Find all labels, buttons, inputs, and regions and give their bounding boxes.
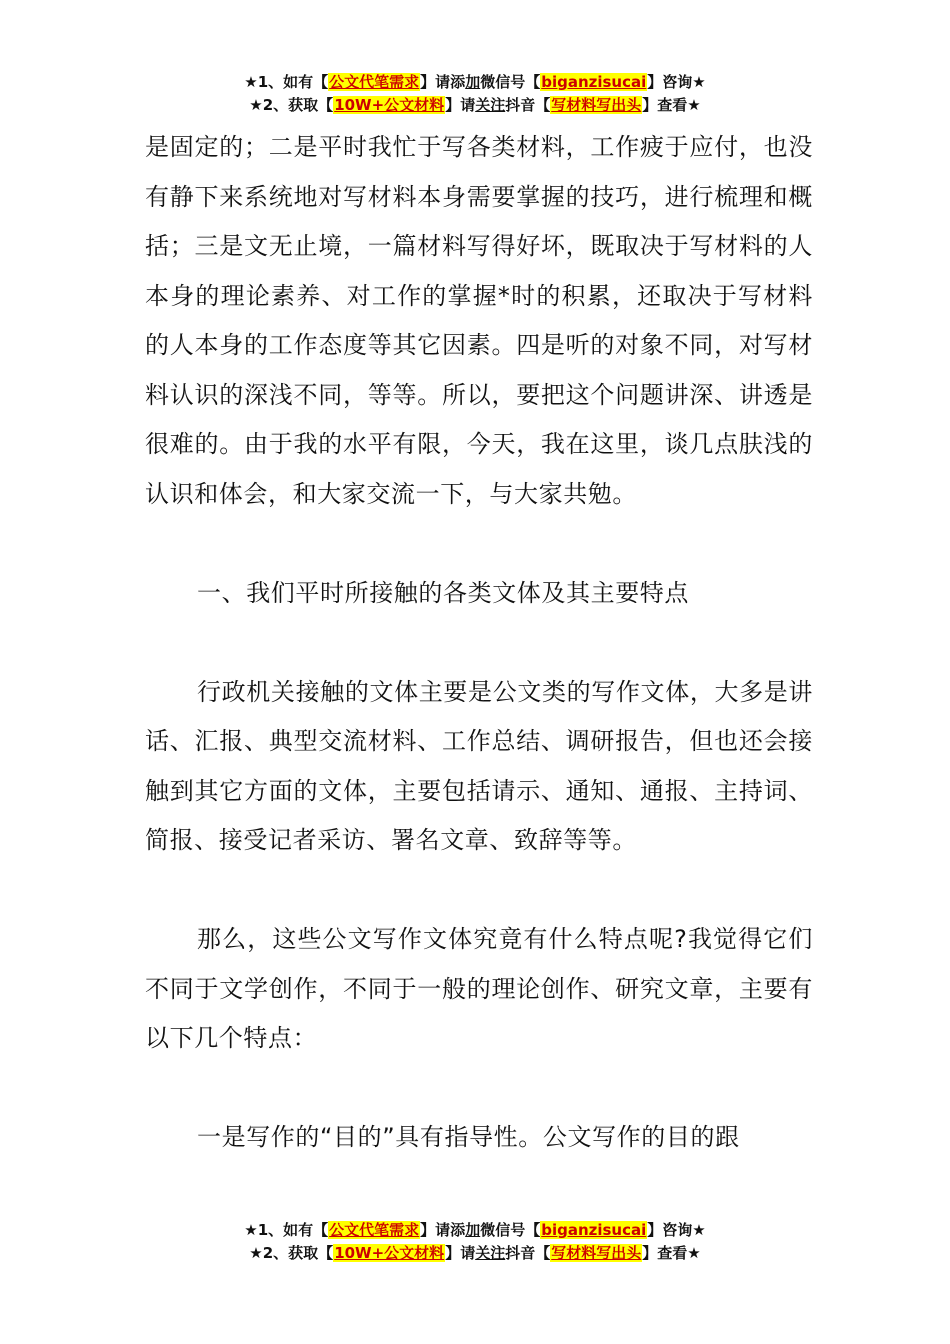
banner-line-1: ★1、如有【公文代笔需求】请添加微信号【biganzisucai】咨询★ xyxy=(244,73,706,91)
banner-highlight: 10W+公文材料 xyxy=(334,1244,445,1262)
top-banner xyxy=(0,71,950,117)
banner-highlight: 10W+公文材料 xyxy=(334,96,445,114)
paragraph-4: 一是写作的“目的”具有指导性。公文写作的目的跟 xyxy=(197,1123,740,1151)
banner-line-2: ★2、获取【10W+公文材料】请关注抖音【写材料写出头】查看★ xyxy=(249,1244,701,1262)
banner-highlight: biganzisucai xyxy=(541,1221,647,1239)
document-body xyxy=(145,123,813,1163)
section-heading-1: 一、我们平时所接触的各类文体及其主要特点 xyxy=(197,578,689,607)
paragraph-2: 行政机关接触的文体主要是公文类的写作文体，大多是讲话、汇报、典型交流材料、工作总结、调研报告，但也还会接触到其它方面的文体，主要包括请示、通知、通报、主持词、简报、接受记者采访、署名文章、致辞等等。 xyxy=(145,677,813,854)
banner-highlight: 公文代笔需求 xyxy=(329,73,420,91)
paragraph-3: 那么，这些公文写作文体究竟有什么特点呢?我觉得它们不同于文学创作，不同于一般的理论创作、研究文章，主要有以下几个特点： xyxy=(145,925,813,1052)
banner-highlight: 写材料写出头 xyxy=(551,1244,642,1262)
banner-line-2: ★2、获取【10W+公文材料】请关注抖音【写材料写出头】查看★ xyxy=(249,96,701,114)
paragraph-1: 是固定的；二是平时我忙于写各类材料，工作疲于应付，也没有静下来系统地对写材料本身需要掌握的技巧，进行梳理和概括；三是文无止境，一篇材料写得好坏，既取决于写材料的人本身的理论素养、对工作的掌握*时的积累，还取决于写材料的人本身的工作态度等其它因素。四是听的对象不同，对写材料认识的深浅不同，等等。所以，要把这个问题讲深、讲透是很难的。由于我的水平有限，今天，我在这里，谈几点肤浅的认识和体会，和大家交流一下，与大家共勉。 xyxy=(145,133,813,508)
banner-highlight: 公文代笔需求 xyxy=(329,1221,420,1239)
banner-highlight: 写材料写出头 xyxy=(551,96,642,114)
banner-highlight: biganzisucai xyxy=(541,73,647,91)
bottom-banner xyxy=(0,1219,950,1265)
banner-line-1: ★1、如有【公文代笔需求】请添加微信号【biganzisucai】咨询★ xyxy=(244,1221,706,1239)
